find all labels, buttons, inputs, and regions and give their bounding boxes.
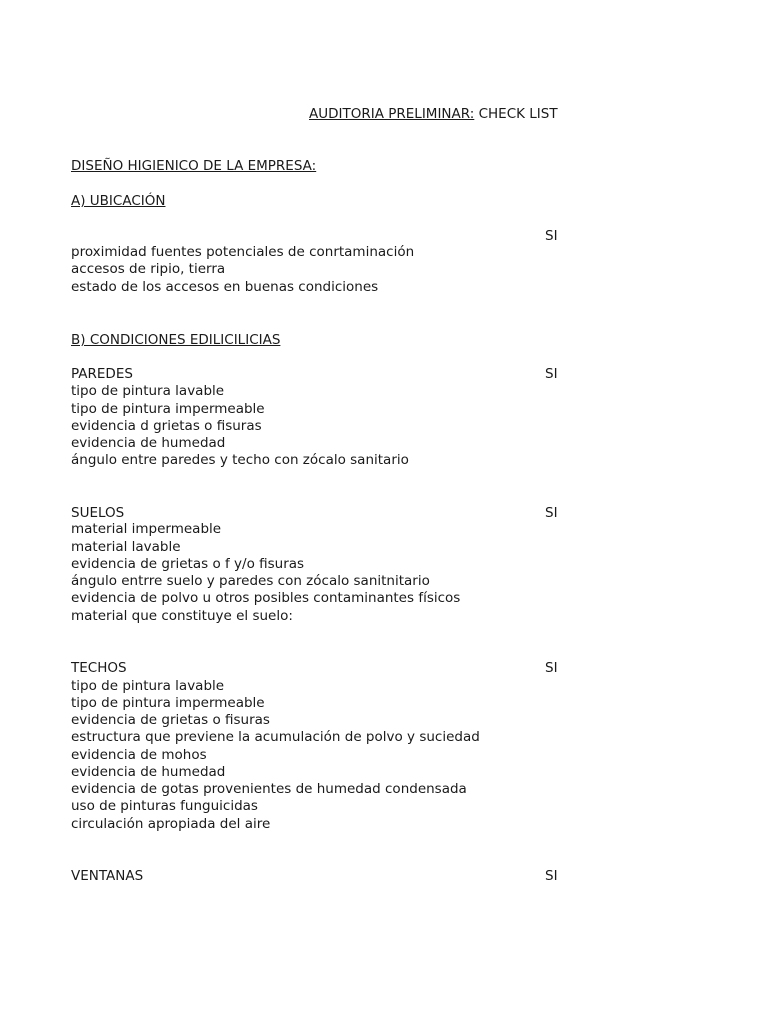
paredes-item: evidencia d grietas o fisuras <box>71 418 262 434</box>
suelos-item: evidencia de grietas o f y/o fisuras <box>71 556 305 572</box>
techos-item: evidencia de mohos <box>71 747 207 763</box>
paredes-item: tipo de pintura lavable <box>71 383 225 399</box>
techos-label: TECHOS <box>71 660 127 676</box>
suelos-label: SUELOS <box>71 505 125 521</box>
suelos-si-label: SI <box>545 505 558 521</box>
techos-item: evidencia de grietas o fisuras <box>71 712 270 728</box>
ventanas-si-label: SI <box>545 868 558 884</box>
section-a-si-label: SI <box>545 228 558 244</box>
paredes-item: ángulo entre paredes y techo con zócalo sanitario <box>71 452 409 468</box>
title-rest: CHECK LIST <box>474 106 558 122</box>
suelos-item: material lavable <box>71 539 181 555</box>
title-underlined: AUDITORIA PRELIMINAR: <box>309 106 475 122</box>
section-a-item: accesos de ripio, tierra <box>71 261 226 277</box>
techos-item: evidencia de gotas provenientes de humedad condensada <box>71 781 467 797</box>
ventanas-label: VENTANAS <box>71 868 144 884</box>
suelos-item: ángulo entrre suelo y paredes con zócalo sanitnitario <box>71 573 430 589</box>
section-a-item: proximidad fuentes potenciales de conrtaminación <box>71 244 415 260</box>
document-title <box>309 106 558 122</box>
section-b-heading: B) CONDICIONES EDILICILICIAS <box>71 332 281 348</box>
techos-item: circulación apropiada del aire <box>71 816 271 832</box>
suelos-item: material que constituye el suelo: <box>71 608 293 624</box>
section-a-item: estado de los accesos en buenas condiciones <box>71 279 379 295</box>
suelos-item: evidencia de polvo u otros posibles contaminantes físicos <box>71 590 461 606</box>
techos-item: estructura que previene la acumulación de polvo y suciedad <box>71 729 480 745</box>
techos-item: uso de pinturas funguicidas <box>71 798 258 814</box>
paredes-item: tipo de pintura impermeable <box>71 401 265 417</box>
section-a-heading: A) UBICACIÓN <box>71 193 166 209</box>
main-heading: DISEÑO HIGIENICO DE LA EMPRESA: <box>71 158 317 174</box>
techos-item: tipo de pintura impermeable <box>71 695 265 711</box>
techos-si-label: SI <box>545 660 558 676</box>
suelos-item: material impermeable <box>71 521 222 537</box>
paredes-item: evidencia de humedad <box>71 435 226 451</box>
paredes-si-label: SI <box>545 366 558 382</box>
techos-item: evidencia de humedad <box>71 764 226 780</box>
paredes-label: PAREDES <box>71 366 133 382</box>
techos-item: tipo de pintura lavable <box>71 678 225 694</box>
